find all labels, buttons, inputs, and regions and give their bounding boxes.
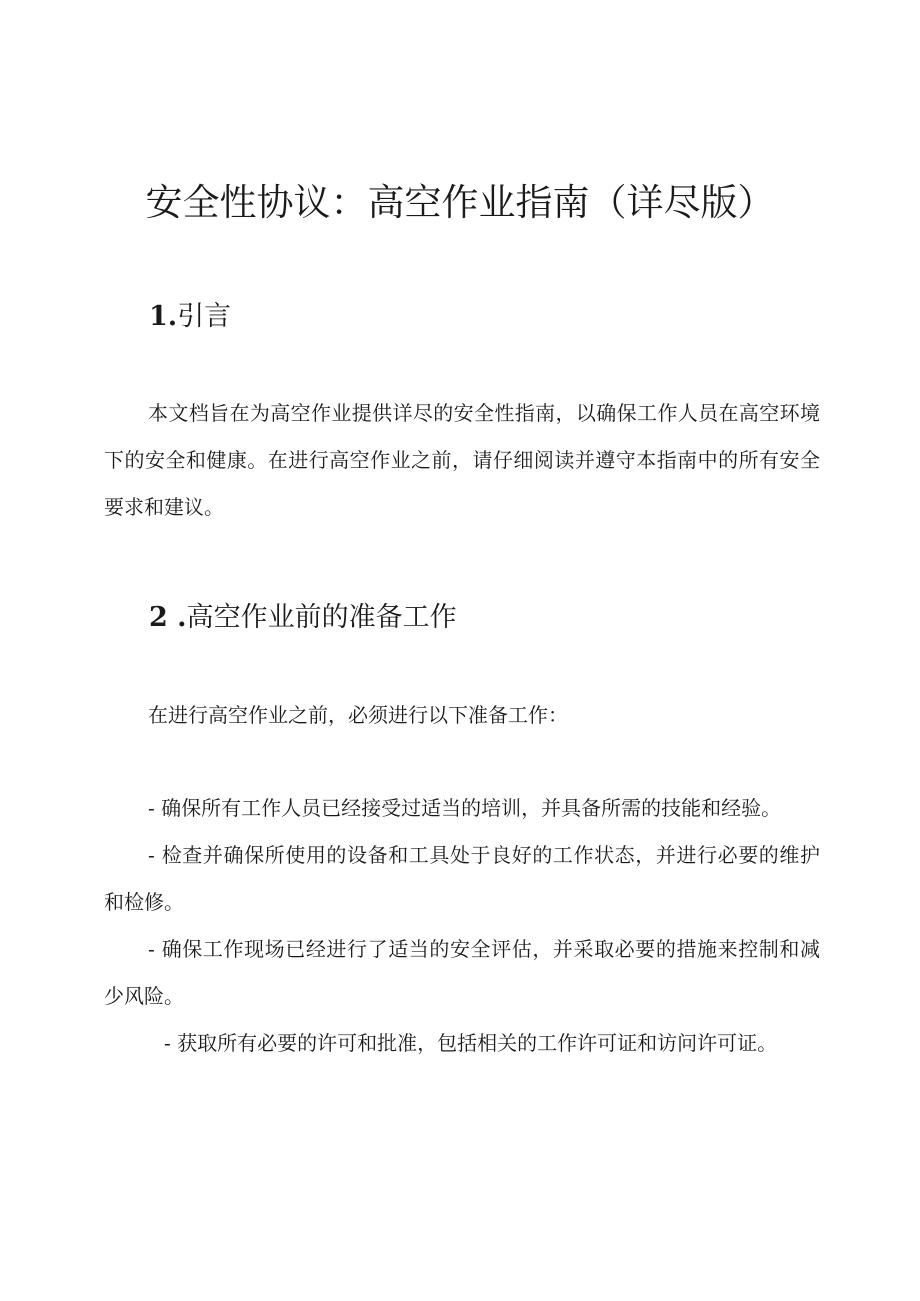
section-number: 1. [149,301,178,332]
section-heading-text: 引言 [177,301,232,332]
list-item: - 获取所有必要的许可和批准，包括相关的工作许可证和访问许可证。 [164,1031,778,1055]
document-title: 安全性协议：高空作业指南（详尽版） [145,181,775,224]
intro-paragraph: 本文档旨在为高空作业提供详尽的安全性指南，以确保工作人员在高空环境下的安全和健康。在进行高空作业之前，请仔细阅读并遵守本指南中的所有安全要求和建议。 [104,401,820,519]
preparation-lead-paragraph: 在进行高空作业之前，必须进行以下准备工作： [148,703,568,727]
preparation-list [104,785,820,1067]
section-heading-text: 高空作业前的准备工作 [186,602,457,633]
section-heading-preparation [149,598,457,638]
list-item: - 确保工作现场已经进行了适当的安全评估，并采取必要的措施来控制和减少风险。 [104,937,820,1008]
section-heading-intro [149,297,231,337]
list-item: - 检查并确保所使用的设备和工具处于良好的工作状态，并进行必要的维护和检修。 [104,843,820,914]
section-number: 2 . [149,602,187,633]
list-item: - 确保所有工作人员已经接受过适当的培训，并具备所需的技能和经验。 [148,796,782,820]
